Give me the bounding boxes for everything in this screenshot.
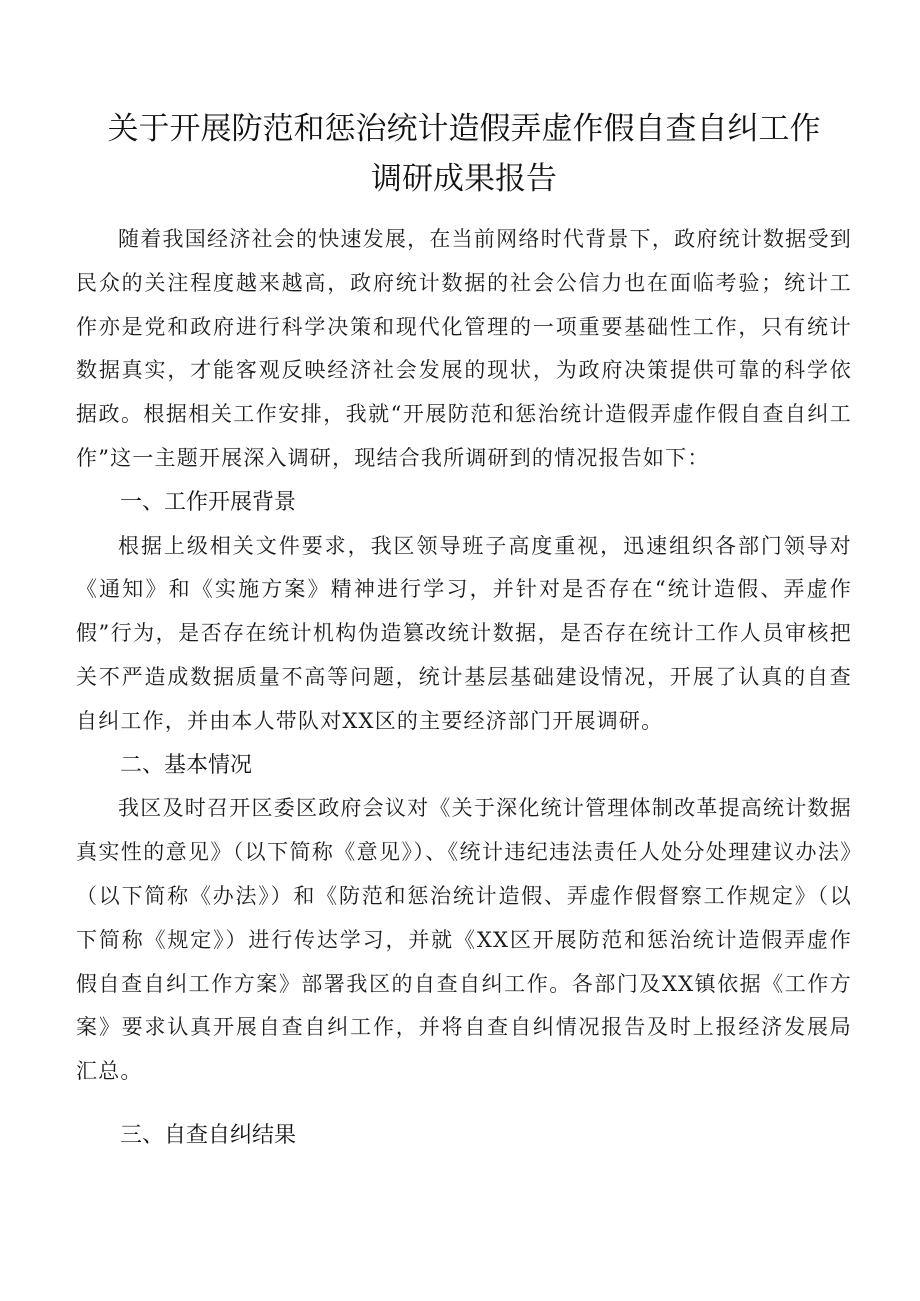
- document-title-line-2: 调研成果报告: [371, 161, 557, 197]
- section-heading-basic-situation: 二、基本情况: [120, 752, 253, 778]
- section-body-basic-situation: 我区及时召开区委区政府会议对《关于深化统计管理体制改革提高统计数据真实性的意见》（以下简称《意见》）、《统计违纪违法责任人处分处理建议办法》（以下简称《办法》）和《防范和惩治统计造假、弄虚作假督察工作规定》（以下简称《规定》）进行传达学习，并就《XX区开展防范和惩治统计造假弄虚作假自查自纠工作方案》部署我区的自查自纠工作。各部门及XX镇依据《工作方案》要求认真开展自查自纠工作，并将自查自纠情况报告及时上报经济发展局汇总。: [76, 796, 852, 1084]
- section-heading-results: 三、自查自纠结果: [120, 1122, 297, 1148]
- document-title: [76, 104, 852, 204]
- title-spacer: [76, 204, 852, 218]
- document-page: [76, 104, 852, 1158]
- section-body-background: 根据上级相关文件要求，我区领导班子高度重视，迅速组织各部门领导对《通知》和《实施方案》精神进行学习，并针对是否存在“统计造假、弄虚作假”行为，是否存在统计机构伪造篡改统计数据，是否存在统计工作人员审核把关不严造成数据质量不高等问题，统计基层基础建设情况，开展了认真的自查自纠工作，并由本人带队对XX区的主要经济部门开展调研。: [76, 533, 852, 733]
- section-heading-background: 一、工作开展背景: [120, 489, 297, 515]
- document-title-line-1: 关于开展防范和惩治统计造假弄虚作假自查自纠工作: [107, 111, 821, 147]
- intro-paragraph: 随着我国经济社会的快速发展，在当前网络时代背景下，政府统计数据受到民众的关注程度越来越高，政府统计数据的社会公信力也在面临考验；统计工作亦是党和政府进行科学决策和现代化管理的一项重要基础性工作，只有统计数据真实，才能客观反映经济社会发展的现状，为政府决策提供可靠的科学依据政。根据相关工作安排，我就“开展防范和惩治统计造假弄虚作假自查自纠工作”这一主题开展深入调研，现结合我所调研到的情况报告如下：: [76, 227, 852, 470]
